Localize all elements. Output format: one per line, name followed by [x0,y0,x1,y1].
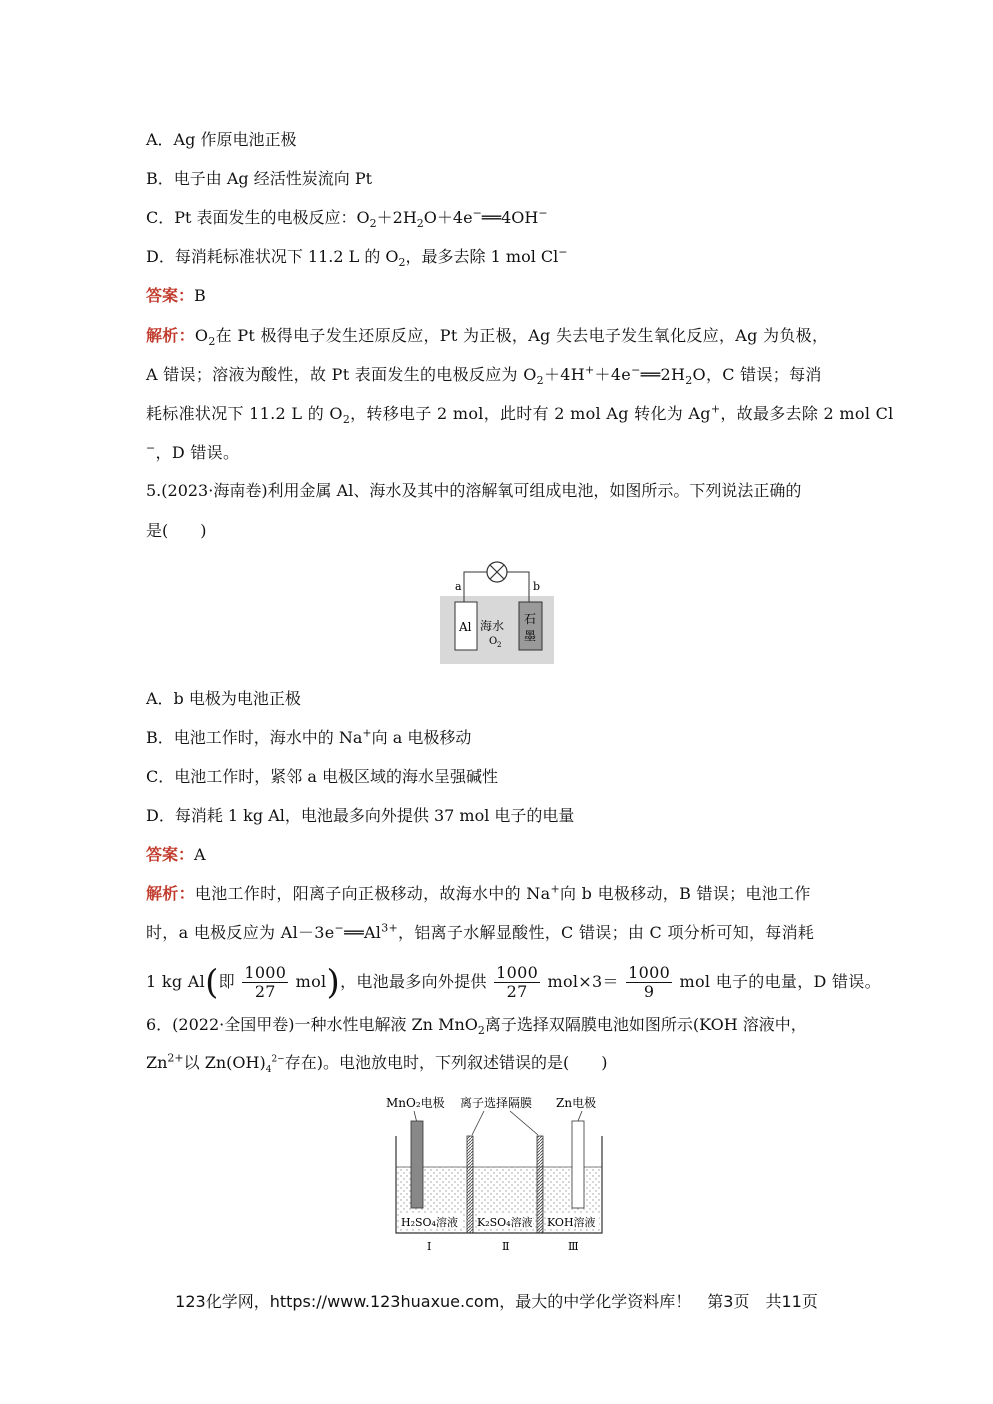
q4-analysis-line3: 耗标准状况下 11.2 L 的 $O_2$，转移电子 2 mol，此时有 2 mol Ag 转化为 Ag+，故最多去除 2 mol Cl [146,402,894,427]
q4-option-a: A．Ag 作原电池正极 [146,130,297,149]
q4-analysis-line2: A 错误；溶液为酸性，故 Pt 表面发生的电极反应为 $O_2+4H^++4e^-══2H_2O$，C 错误；每消 [146,363,822,388]
mno2-electrode-label: MnO₂电极 [386,1096,445,1110]
al-electrode-label: Al [459,620,472,634]
membrane-label: 离子选择隔膜 [460,1096,533,1110]
q6-stem-line2: $Zn^{2+}$以 $Zn(OH)_4^{2-}$存在)。电池放电时，下列叙述错误的是( ) [146,1051,608,1076]
k2so4-solution-label: K₂SO₄溶液 [477,1216,533,1229]
q4-analysis-line4: −，D 错误。 [146,441,240,462]
q5-option-d: D．每消耗 1 kg Al，电池最多向外提供 37 mol 电子的电量 [146,806,575,825]
oxygen-label: O [489,636,498,647]
q5-analysis-line1: 解析：电池工作时，阳离子向正极移动，故海水中的 Na+向 b 电极移动，B 错误；电池工作 [146,882,811,903]
electrode-a-label: a [455,580,462,593]
q5-option-b: B．电池工作时，海水中的 Na+向 a 电极移动 [146,726,472,747]
graphite-label-1: 石 [524,612,537,626]
h2so4-solution-label: H₂SO₄溶液 [401,1216,458,1229]
fraction-1000-27-b: $\frac{1000}{27}$ [496,963,539,1001]
q5-option-c: C．电池工作时，紧邻 a 电极区域的海水呈强碱性 [146,767,498,786]
q6-cell-diagram [384,1093,608,1255]
q5-answer: 答案：A [146,845,206,864]
zn-electrode-label: Zn电极 [556,1096,597,1110]
svg-text:2: 2 [497,641,502,649]
q4-option-d: D．每消耗标准状况下 11.2 L 的 $O_2$，最多去除 1 mol Cl− [146,245,568,270]
region-3-label: Ⅲ [568,1240,579,1253]
koh-solution-label: KOH溶液 [547,1216,596,1229]
q5-option-a: A．b 电极为电池正极 [146,689,301,708]
seawater-label: 海水 [480,619,505,633]
region-1-label: Ⅰ [427,1240,432,1253]
q6-stem-line1: 6．(2022·全国甲卷)一种水性电解液 Zn MnO$_2$离子选择双隔膜电池如图所示(KOH 溶液中， [146,1015,807,1038]
electrode-b-label: b [533,580,541,593]
q5-analysis-line2: 时，a 电极反应为 $Al-3e^-══Al^{3+}$，铝离子水解显酸性，C 错误；由 C 项分析可知，每消耗 [146,921,815,942]
fraction-1000-27: $\frac{1000}{27}$ [244,963,287,1001]
graphite-label-2: 墨 [524,629,537,643]
region-2-label: Ⅱ [502,1240,510,1253]
page-footer: 123化学网，https://www.123huaxue.com，最大的中学化学资料库！ 第3页 共11页 [175,1292,818,1311]
q5-stem-line2: 是( ) [146,521,207,540]
q4-answer: 答案：B [146,286,206,305]
fraction-1000-9: $\frac{1000}{9}$ [628,963,671,1001]
q5-battery-diagram [440,560,554,664]
q4-option-b: B．电子由 Ag 经活性炭流向 Pt [146,169,373,188]
q5-analysis-line3: 1 kg Al(即 $\frac{1000}{27}$ mol)，电池最多向外提供 $\frac{1000}{27}$ mol×3＝ $\frac{1000}{9}$ mol 电子的电量，D 错误。 [146,962,881,1003]
q4-option-c: C．Pt 表面发生的电极反应：$O_2+2H_2O+4e^-══4OH^-$ [146,206,548,231]
q4-analysis-line1: 解析：$O_2$在 Pt 极得电子发生还原反应，Pt 为正极，Ag 失去电子发生氧化反应，Ag 为负极， [146,326,829,349]
q5-stem-line1: 5.(2023·海南卷)利用金属 Al、海水及其中的溶解氧可组成电池，如图所示。下列说法正确的 [146,481,802,500]
